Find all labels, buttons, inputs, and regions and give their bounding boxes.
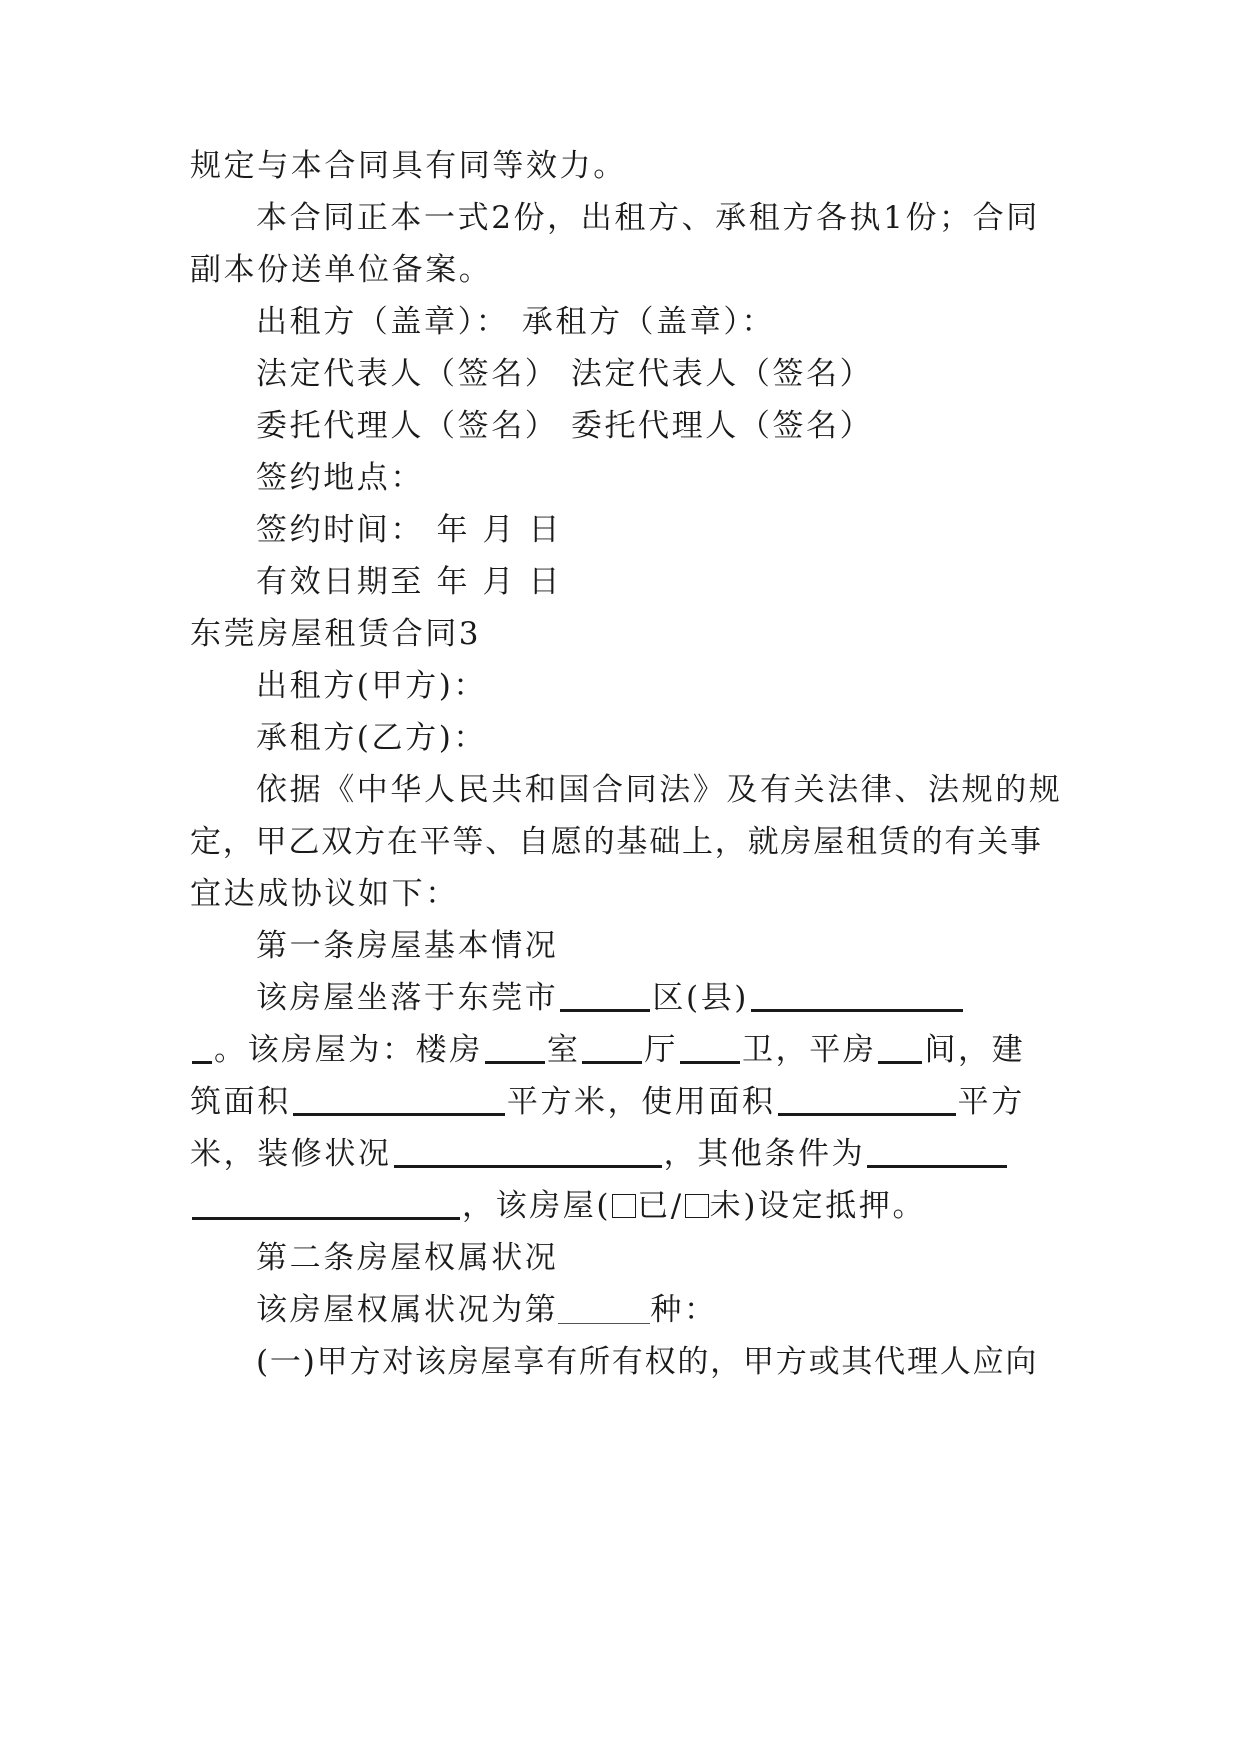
ownership-item-1: (一)甲方对该房屋享有所有权的，甲方或其代理人应向 xyxy=(256,1344,1039,1380)
signing-date: 签约时间： 年 月 日 xyxy=(256,512,563,548)
building-area-blank[interactable] xyxy=(293,1085,505,1116)
area-suffix: 平方 xyxy=(957,1084,1025,1120)
ownership-suffix: 种： xyxy=(650,1292,718,1328)
decor-blank[interactable] xyxy=(394,1137,662,1168)
valid-until: 有效日期至 年 月 日 xyxy=(256,564,563,600)
hall-blank[interactable] xyxy=(582,1033,642,1064)
bath-label: 卫，平房 xyxy=(742,1032,877,1068)
article-2-title: 第二条房屋权属状况 xyxy=(256,1240,559,1276)
article-1-title: 第一条房屋基本情况 xyxy=(256,928,559,964)
address-blank[interactable] xyxy=(751,981,963,1012)
room-blank[interactable] xyxy=(485,1033,545,1064)
bath-blank[interactable] xyxy=(680,1033,740,1064)
preamble-line-3: 宜达成协议如下： xyxy=(190,876,459,912)
lessee-line: 承租方(乙方)： xyxy=(256,720,487,756)
lessor-line: 出租方(甲方)： xyxy=(256,668,487,704)
mortgage-not: 未)设定抵押。 xyxy=(709,1188,927,1224)
signing-place: 签约地点： xyxy=(256,460,424,496)
text-line-1: 规定与本合同具有同等效力。 xyxy=(190,148,627,184)
text-line-2: 本合同正本一式2份，出租方、承租方各执1份；合同 xyxy=(256,200,1040,236)
address-blank-cont[interactable] xyxy=(192,1033,212,1064)
district-label: 区(县) xyxy=(652,980,749,1016)
room-label: 室 xyxy=(546,1032,581,1068)
bungalow-blank[interactable] xyxy=(878,1033,922,1064)
decor-prefix: 米，装修状况 xyxy=(190,1136,392,1172)
rooms2-label: 间，建 xyxy=(924,1032,1026,1068)
mortgaged-checkbox[interactable] xyxy=(612,1194,636,1218)
contract-title: 东莞房屋租赁合同3 xyxy=(190,616,482,652)
other-conditions-blank[interactable] xyxy=(867,1137,1007,1168)
preamble-line-1: 依据《中华人民共和国合同法》及有关法律、法规的规 xyxy=(256,772,1063,808)
area-mid: 平方米，使用面积 xyxy=(506,1084,776,1120)
address-line xyxy=(256,978,1116,1018)
ownership-type-blank[interactable] xyxy=(558,1295,650,1324)
hall-label: 厅 xyxy=(644,1032,679,1068)
not-mortgaged-checkbox[interactable] xyxy=(685,1194,709,1218)
text-line-3: 副本份送单位备案。 xyxy=(190,252,493,288)
usable-area-blank[interactable] xyxy=(778,1085,956,1116)
ownership-line xyxy=(256,1290,1116,1330)
mortgage-line xyxy=(190,1186,1050,1226)
district-blank[interactable] xyxy=(560,981,650,1012)
decor-mid: ，其他条件为 xyxy=(663,1136,866,1172)
area-prefix: 筑面积 xyxy=(190,1084,291,1120)
address-prefix: 该房屋坐落于东莞市 xyxy=(256,980,559,1016)
mortgage-prefix: ，该房屋( xyxy=(462,1188,612,1224)
legal-rep-line: 法定代表人（签名） 法定代表人（签名） xyxy=(256,356,874,392)
mortgage-already: 已/ xyxy=(637,1188,684,1224)
agent-line: 委托代理人（签名） 委托代理人（签名） xyxy=(256,408,874,444)
area-line xyxy=(190,1082,1050,1122)
ownership-prefix: 该房屋权属状况为第 xyxy=(256,1292,559,1328)
preamble-line-2: 定，甲乙双方在平等、自愿的基础上，就房屋租赁的有关事 xyxy=(190,824,1043,860)
layout-line xyxy=(190,1030,1050,1070)
other-conditions-blank-cont[interactable] xyxy=(192,1189,460,1220)
signature-seal-line: 出租方（盖章）： 承租方（盖章）： xyxy=(256,304,776,340)
decor-line xyxy=(190,1134,1050,1174)
layout-start: 。该房屋为：楼房 xyxy=(214,1032,483,1068)
